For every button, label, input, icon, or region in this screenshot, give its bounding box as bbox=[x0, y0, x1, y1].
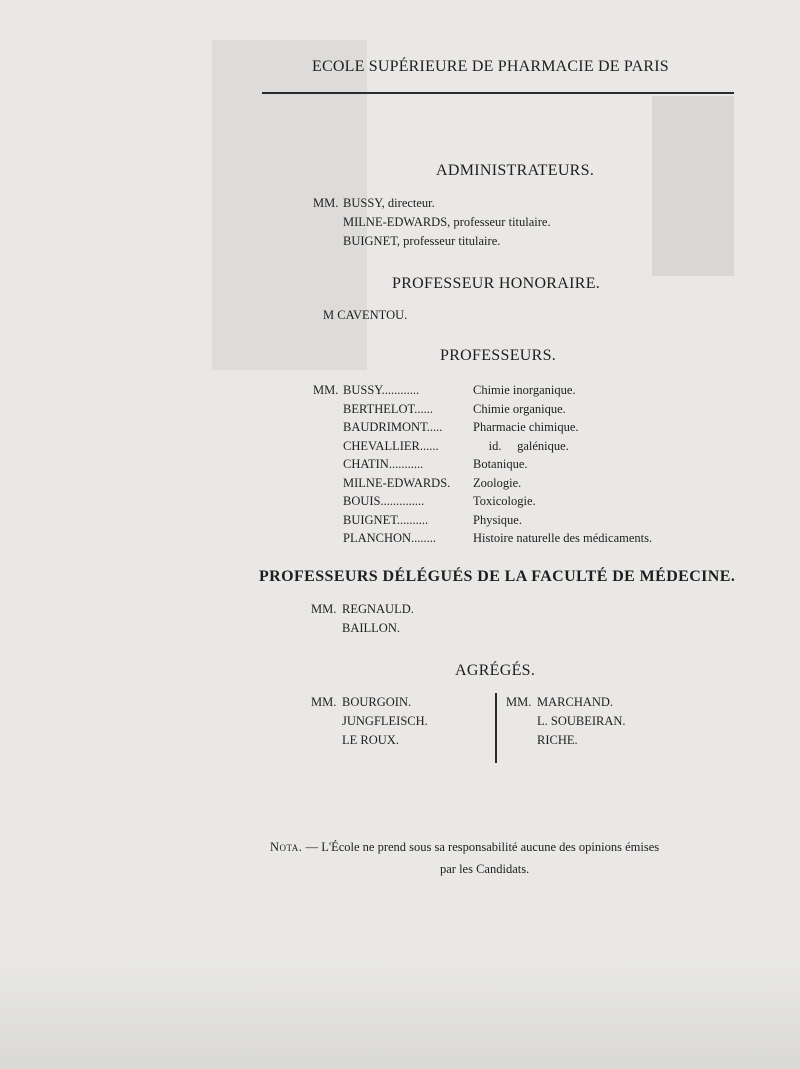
professeur-subject: Chimie organique. bbox=[473, 401, 566, 416]
honorific-prefix: MM. bbox=[313, 196, 339, 210]
professeur-honoraire-heading: PROFESSEUR HONORAIRE. bbox=[392, 275, 601, 292]
agreges-heading: AGRÉGÉS. bbox=[455, 662, 536, 679]
professeur-name: MILNE-EDWARDS. bbox=[343, 475, 451, 490]
running-head: ECOLE SUPÉRIEURE DE PHARMACIE DE PARIS bbox=[312, 58, 669, 75]
professeur-name: PLANCHON........ bbox=[343, 531, 437, 545]
agrege-entry: MARCHAND. bbox=[537, 695, 614, 709]
professeur-name: BAUDRIMONT..... bbox=[343, 420, 443, 434]
administrateur-entry: BUSSY, directeur. bbox=[343, 196, 435, 210]
administrateur-entry: MILNE-EDWARDS, professeur titulaire. bbox=[343, 215, 551, 229]
professeur-name: CHATIN........... bbox=[343, 457, 424, 471]
nota-text: — L'École ne prend sous sa responsabilité aucune des opinions émises bbox=[302, 840, 660, 854]
nota-label: Nota. bbox=[270, 840, 303, 854]
professeur-subject: Pharmacie chimique. bbox=[473, 420, 579, 434]
professeur-subject: Botanique. bbox=[473, 457, 528, 471]
nota-line-2: par les Candidats. bbox=[440, 862, 530, 876]
professeur-subject: Physique. bbox=[473, 512, 522, 527]
honorific-prefix: MM. bbox=[506, 695, 532, 709]
agrege-entry: JUNGFLEISCH. bbox=[342, 714, 428, 728]
professeur-name: BUSSY............ bbox=[343, 383, 420, 397]
agrege-entry: RICHE. bbox=[537, 733, 578, 747]
delegue-entry: REGNAULD. bbox=[342, 602, 414, 616]
professeur-subject: Zoologie. bbox=[473, 475, 522, 490]
professeur-subject: Chimie inorganique. bbox=[473, 383, 576, 397]
paper-stain bbox=[0, 960, 800, 1069]
honorific-prefix: MM. bbox=[311, 695, 337, 709]
agrege-entry: LE ROUX. bbox=[342, 733, 399, 747]
honorific-prefix: MM. bbox=[311, 602, 337, 616]
delegues-heading: PROFESSEURS DÉLÉGUÉS DE LA FACULTÉ DE MÉDECINE. bbox=[259, 568, 736, 585]
nota-line-1 bbox=[270, 840, 659, 855]
professeur-name: BOUIS.............. bbox=[343, 494, 425, 508]
professeur-name: BERTHELOT...... bbox=[343, 401, 433, 416]
professeur-subject: Histoire naturelle des médicaments. bbox=[473, 531, 653, 545]
professeur-name: CHEVALLIER...... bbox=[343, 438, 439, 453]
agrege-entry: L. SOUBEIRAN. bbox=[537, 714, 626, 728]
header-rule bbox=[262, 92, 734, 94]
administrateurs-heading: ADMINISTRATEURS. bbox=[436, 162, 595, 179]
honorific-prefix: MM. bbox=[313, 383, 339, 397]
professeur-subject: Toxicologie. bbox=[473, 494, 536, 508]
column-divider bbox=[495, 693, 497, 763]
paper-stain bbox=[652, 96, 734, 276]
delegue-entry: BAILLON. bbox=[342, 621, 400, 635]
administrateur-entry: BUIGNET, professeur titulaire. bbox=[343, 234, 501, 248]
professeur-name: BUIGNET.......... bbox=[343, 512, 429, 527]
professeur-honoraire-entry: M CAVENTOU. bbox=[323, 308, 408, 322]
professeurs-heading: PROFESSEURS. bbox=[440, 347, 557, 364]
agrege-entry: BOURGOIN. bbox=[342, 695, 412, 709]
professeur-subject: id. galénique. bbox=[473, 438, 569, 453]
